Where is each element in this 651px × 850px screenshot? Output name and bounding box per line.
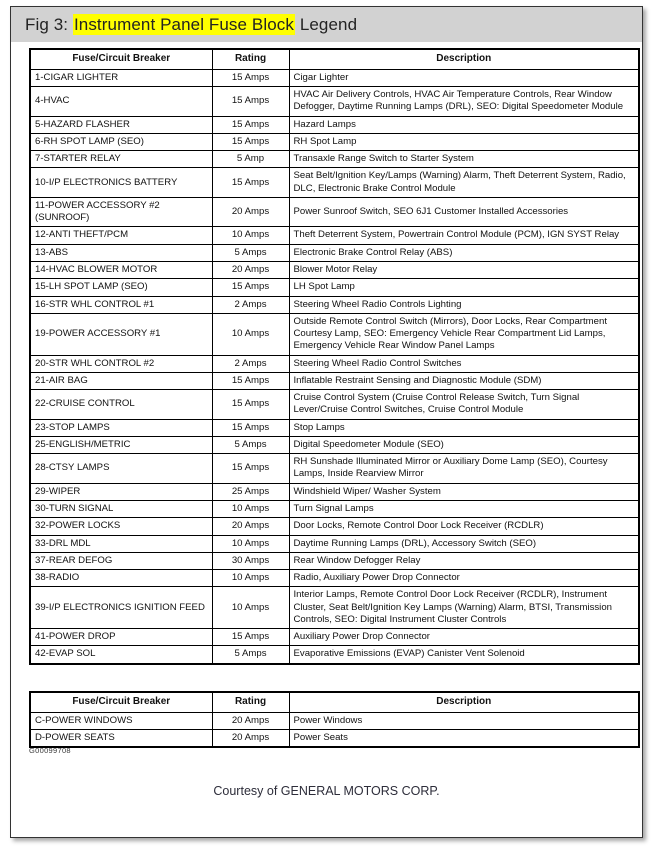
main-table-body — [30, 69, 639, 663]
fuse-rating-cell: 20 Amps — [212, 197, 289, 227]
fuse-description-cell: Auxiliary Power Drop Connector — [289, 629, 639, 646]
fuse-rating-cell: 10 Amps — [212, 500, 289, 517]
table-row — [30, 279, 639, 296]
table-row — [30, 261, 639, 278]
fuse-name-cell: 19-POWER ACCESSORY #1 — [30, 313, 212, 355]
fuse-description-cell: Inflatable Restraint Sensing and Diagnostic Module (SDM) — [289, 372, 639, 389]
document-body — [11, 42, 642, 837]
fuse-name-cell: 20-STR WHL CONTROL #2 — [30, 355, 212, 372]
fuse-name-cell: 6-RH SPOT LAMP (SEO) — [30, 133, 212, 150]
fuse-rating-cell: 10 Amps — [212, 313, 289, 355]
fuse-name-cell: 37-REAR DEFOG — [30, 552, 212, 569]
fuse-rating-cell: 25 Amps — [212, 483, 289, 500]
fuse-description-cell: Cruise Control System (Cruise Control Release Switch, Turn Signal Lever/Cruise Control Switches, Cruise Control Module — [289, 390, 639, 420]
fuse-rating-cell: 5 Amps — [212, 244, 289, 261]
fuse-description-cell: Cigar Lighter — [289, 69, 639, 86]
fuse-description-cell: Rear Window Defogger Relay — [289, 552, 639, 569]
column-header-description: Description — [289, 692, 639, 712]
fuse-name-cell: 42-EVAP SOL — [30, 646, 212, 664]
fuse-description-cell: Hazard Lamps — [289, 116, 639, 133]
table-row — [30, 168, 639, 198]
table-row — [30, 390, 639, 420]
fuse-description-cell: Windshield Wiper/ Washer System — [289, 483, 639, 500]
fuse-rating-cell: 30 Amps — [212, 552, 289, 569]
fuse-rating-cell: 20 Amps — [212, 730, 289, 748]
fuse-name-cell: D-POWER SEATS — [30, 730, 212, 748]
table-row — [30, 69, 639, 86]
fuse-description-cell: HVAC Air Delivery Controls, HVAC Air Temperature Controls, Rear Window Defogger, Daytime Running Lamps (DRL), SEO: Digital Speedometer Module — [289, 87, 639, 117]
figure-title-highlight: Instrument Panel Fuse Block — [73, 14, 294, 34]
table-row — [30, 629, 639, 646]
fuse-description-cell: Electronic Brake Control Relay (ABS) — [289, 244, 639, 261]
fuse-name-cell: 32-POWER LOCKS — [30, 518, 212, 535]
secondary-fuse-table — [29, 691, 640, 748]
column-header-name: Fuse/Circuit Breaker — [30, 49, 212, 69]
secondary-table-body — [30, 712, 639, 747]
fuse-description-cell: Outside Remote Control Switch (Mirrors), Door Locks, Rear Compartment Courtesy Lamp, SEO: Emergency Vehicle Rear Compartment Lid Lamps, Emergency Vehicle Rear Window Panel Lamps — [289, 313, 639, 355]
fuse-description-cell: LH Spot Lamp — [289, 279, 639, 296]
fuse-description-cell: Seat Belt/Ignition Key/Lamps (Warning) Alarm, Theft Deterrent System, Radio, DLC, Electronic Brake Control Module — [289, 168, 639, 198]
courtesy-notice: Courtesy of GENERAL MOTORS CORP. — [213, 784, 440, 798]
table-row — [30, 730, 639, 748]
fuse-name-cell: 11-POWER ACCESSORY #2 (SUNROOF) — [30, 197, 212, 227]
fuse-name-cell: 33-DRL MDL — [30, 535, 212, 552]
fuse-rating-cell: 15 Amps — [212, 279, 289, 296]
fuse-rating-cell: 10 Amps — [212, 535, 289, 552]
column-header-description: Description — [289, 49, 639, 69]
table-row — [30, 552, 639, 569]
fuse-description-cell: Blower Motor Relay — [289, 261, 639, 278]
fuse-name-cell: 21-AIR BAG — [30, 372, 212, 389]
table-row — [30, 87, 639, 117]
fuse-description-cell: Interior Lamps, Remote Control Door Lock Receiver (RCDLR), Instrument Cluster, Seat Belt/Ignition Key Lamps (Warning) Alarm, BTSI, Transmission Controls, SEO: Digital Instrument Cluster Controls — [289, 587, 639, 629]
fuse-description-cell: RH Spot Lamp — [289, 133, 639, 150]
fuse-rating-cell: 15 Amps — [212, 454, 289, 484]
fuse-rating-cell: 20 Amps — [212, 518, 289, 535]
fuse-rating-cell: 15 Amps — [212, 390, 289, 420]
table-row — [30, 197, 639, 227]
fuse-name-cell: 15-LH SPOT LAMP (SEO) — [30, 279, 212, 296]
secondary-fuse-table-wrapper — [11, 691, 640, 748]
main-fuse-table — [29, 48, 640, 665]
table-row — [30, 372, 639, 389]
fuse-rating-cell: 2 Amps — [212, 296, 289, 313]
table-row — [30, 587, 639, 629]
fuse-description-cell: RH Sunshade Illuminated Mirror or Auxiliary Dome Lamp (SEO), Courtesy Lamps, Inside Rearview Mirror — [289, 454, 639, 484]
fuse-name-cell: 10-I/P ELECTRONICS BATTERY — [30, 168, 212, 198]
table-row — [30, 454, 639, 484]
fuse-name-cell: C-POWER WINDOWS — [30, 712, 212, 729]
fuse-rating-cell: 15 Amps — [212, 116, 289, 133]
column-header-name: Fuse/Circuit Breaker — [30, 692, 212, 712]
fuse-name-cell: 7-STARTER RELAY — [30, 151, 212, 168]
fuse-rating-cell: 2 Amps — [212, 355, 289, 372]
table-row — [30, 313, 639, 355]
table-row — [30, 133, 639, 150]
fuse-name-cell: 1-CIGAR LIGHTER — [30, 69, 212, 86]
table-row — [30, 227, 639, 244]
main-fuse-table-wrapper — [11, 48, 640, 665]
column-header-rating: Rating — [212, 49, 289, 69]
table-row — [30, 535, 639, 552]
fuse-description-cell: Daytime Running Lamps (DRL), Accessory Switch (SEO) — [289, 535, 639, 552]
fuse-name-cell: 28-CTSY LAMPS — [30, 454, 212, 484]
fuse-rating-cell: 15 Amps — [212, 372, 289, 389]
fuse-description-cell: Radio, Auxiliary Power Drop Connector — [289, 570, 639, 587]
figure-code: G00099708 — [29, 746, 71, 755]
table-row — [30, 570, 639, 587]
fuse-name-cell: 12-ANTI THEFT/PCM — [30, 227, 212, 244]
fuse-rating-cell: 15 Amps — [212, 133, 289, 150]
column-header-rating: Rating — [212, 692, 289, 712]
fuse-rating-cell: 10 Amps — [212, 570, 289, 587]
fuse-name-cell: 4-HVAC — [30, 87, 212, 117]
table-header-row — [30, 692, 639, 712]
table-row — [30, 436, 639, 453]
secondary-table-head — [30, 692, 639, 712]
fuse-description-cell: Steering Wheel Radio Control Switches — [289, 355, 639, 372]
fuse-description-cell: Digital Speedometer Module (SEO) — [289, 436, 639, 453]
fuse-rating-cell: 15 Amps — [212, 629, 289, 646]
fuse-rating-cell: 20 Amps — [212, 712, 289, 729]
fuse-rating-cell: 10 Amps — [212, 587, 289, 629]
table-header-row — [30, 49, 639, 69]
fuse-rating-cell: 15 Amps — [212, 69, 289, 86]
fuse-name-cell: 30-TURN SIGNAL — [30, 500, 212, 517]
fuse-rating-cell: 5 Amps — [212, 436, 289, 453]
fuse-description-cell: Evaporative Emissions (EVAP) Canister Vent Solenoid — [289, 646, 639, 664]
fuse-name-cell: 5-HAZARD FLASHER — [30, 116, 212, 133]
fuse-description-cell: Turn Signal Lamps — [289, 500, 639, 517]
fuse-description-cell: Power Sunroof Switch, SEO 6J1 Customer Installed Accessories — [289, 197, 639, 227]
table-row — [30, 244, 639, 261]
table-row — [30, 483, 639, 500]
fuse-name-cell: 16-STR WHL CONTROL #1 — [30, 296, 212, 313]
fuse-name-cell: 41-POWER DROP — [30, 629, 212, 646]
fuse-name-cell: 23-STOP LAMPS — [30, 419, 212, 436]
fuse-name-cell: 29-WIPER — [30, 483, 212, 500]
page-title — [25, 15, 357, 35]
table-row — [30, 712, 639, 729]
fuse-description-cell: Theft Deterrent System, Powertrain Control Module (PCM), IGN SYST Relay — [289, 227, 639, 244]
fuse-rating-cell: 15 Amps — [212, 168, 289, 198]
fuse-name-cell: 39-I/P ELECTRONICS IGNITION FEED — [30, 587, 212, 629]
table-row — [30, 646, 639, 664]
fuse-rating-cell: 5 Amps — [212, 646, 289, 664]
fuse-rating-cell: 5 Amp — [212, 151, 289, 168]
fuse-name-cell: 14-HVAC BLOWER MOTOR — [30, 261, 212, 278]
fuse-rating-cell: 15 Amps — [212, 87, 289, 117]
fuse-description-cell: Steering Wheel Radio Controls Lighting — [289, 296, 639, 313]
fuse-description-cell: Transaxle Range Switch to Starter System — [289, 151, 639, 168]
fuse-rating-cell: 15 Amps — [212, 419, 289, 436]
fuse-description-cell: Stop Lamps — [289, 419, 639, 436]
fuse-rating-cell: 10 Amps — [212, 227, 289, 244]
table-row — [30, 355, 639, 372]
fuse-name-cell: 22-CRUISE CONTROL — [30, 390, 212, 420]
table-row — [30, 151, 639, 168]
fuse-description-cell: Power Seats — [289, 730, 639, 748]
table-row — [30, 116, 639, 133]
fuse-name-cell: 25-ENGLISH/METRIC — [30, 436, 212, 453]
main-table-head — [30, 49, 639, 69]
figure-title-bar — [11, 7, 642, 42]
table-row — [30, 419, 639, 436]
table-row — [30, 518, 639, 535]
figure-title-prefix: Fig 3: — [25, 14, 69, 34]
figure-title-suffix: Legend — [299, 14, 358, 34]
table-row — [30, 500, 639, 517]
fuse-name-cell: 13-ABS — [30, 244, 212, 261]
fuse-description-cell: Power Windows — [289, 712, 639, 729]
table-row — [30, 296, 639, 313]
fuse-description-cell: Door Locks, Remote Control Door Lock Receiver (RCDLR) — [289, 518, 639, 535]
page-frame — [10, 6, 643, 838]
fuse-name-cell: 38-RADIO — [30, 570, 212, 587]
fuse-rating-cell: 20 Amps — [212, 261, 289, 278]
